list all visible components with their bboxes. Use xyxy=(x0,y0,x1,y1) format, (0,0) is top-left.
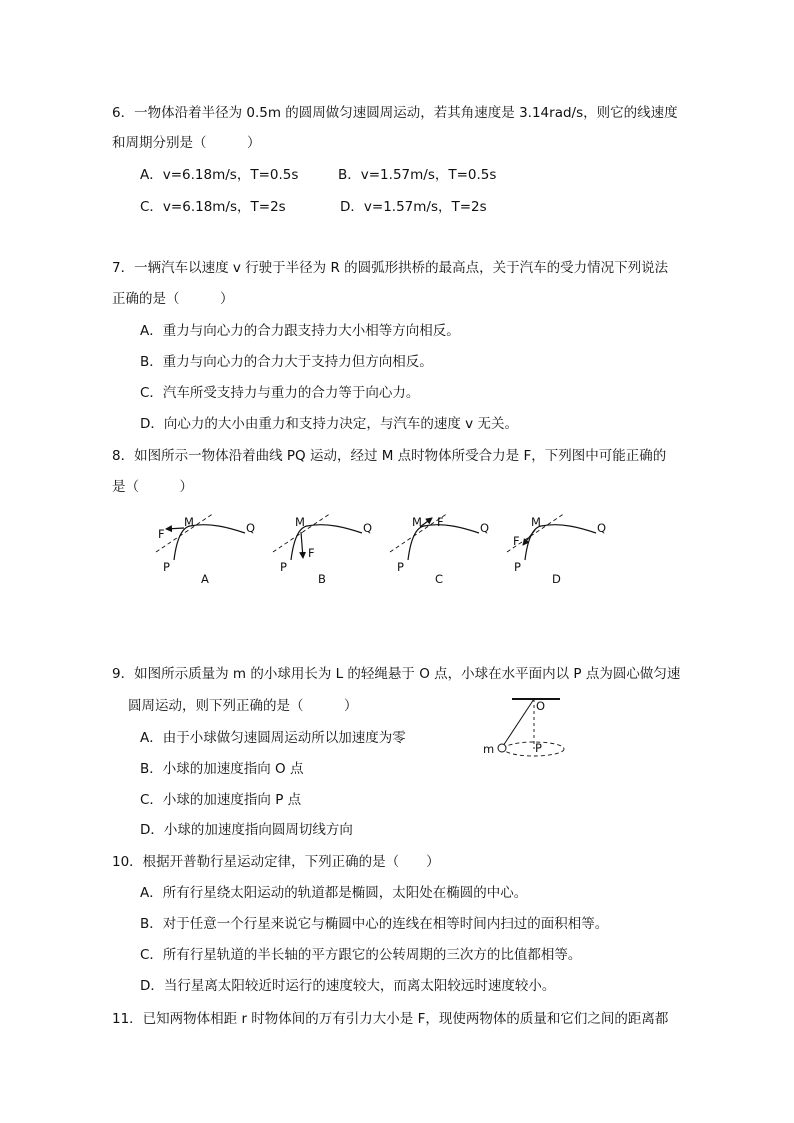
q8-figure-c xyxy=(390,513,489,586)
label-q: Q xyxy=(363,521,373,535)
curve-pq xyxy=(174,525,245,560)
q9-stem-line1: 9．如图所示质量为 m 的小球用长为 L 的轻绳悬于 O 点，小球在水平面内以 P 点为圆心做匀速 xyxy=(112,666,681,682)
q9-pendulum-figure xyxy=(478,692,578,764)
q10-option-d: D．当行星离太阳较近时运行的速度较大，而离太阳较远时速度较小。 xyxy=(140,978,556,994)
q8-stem-line2: 是（ ） xyxy=(112,479,193,495)
label-m: M xyxy=(295,515,305,529)
force-arrow xyxy=(301,532,303,558)
q7-option-b: B．重力与向心力的合力大于支持力但方向相反。 xyxy=(140,354,433,370)
curve-pq xyxy=(408,525,479,560)
q8-figures xyxy=(150,508,620,590)
q6-option-b: B．v=1.57m/s，T=0.5s xyxy=(338,167,497,183)
choice-label-d: D xyxy=(552,572,561,586)
label-m: m xyxy=(483,742,495,756)
force-arrow xyxy=(523,530,535,545)
label-q: Q xyxy=(597,521,607,535)
q6-option-c: C．v=6.18m/s，T=2s xyxy=(140,199,286,215)
choice-label-c: C xyxy=(435,572,444,586)
q7-option-c: C．汽车所受支持力与重力的合力等于向心力。 xyxy=(140,385,420,401)
label-o: O xyxy=(536,699,546,713)
label-f: F xyxy=(437,515,444,529)
q9-stem-line2: 圆周运动，则下列正确的是（ ） xyxy=(128,698,358,714)
label-p: P xyxy=(163,560,170,574)
force-arrow xyxy=(166,528,184,529)
q10-option-b: B．对于任意一个行星来说它与椭圆中心的连线在相等时间内扫过的面积相等。 xyxy=(140,916,609,932)
q6-option-a: A．v=6.18m/s，T=0.5s xyxy=(140,167,299,183)
choice-label-b: B xyxy=(318,572,326,586)
q9-option-a: A．由于小球做匀速圆周运动所以加速度为零 xyxy=(140,730,406,746)
q9-option-b: B．小球的加速度指向 O 点 xyxy=(140,761,304,777)
q9-option-c: C．小球的加速度指向 P 点 xyxy=(140,792,302,808)
choice-label-a: A xyxy=(201,572,209,586)
label-p: P xyxy=(514,560,521,574)
label-q: Q xyxy=(246,521,256,535)
q7-stem-line1: 7．一辆汽车以速度 v 行驶于半径为 R 的圆弧形拱桥的最高点，关于汽车的受力情况下列说法 xyxy=(112,260,669,276)
label-m: M xyxy=(531,515,541,529)
q6-stem-line2: 和周期分别是（ ） xyxy=(112,135,261,151)
label-p: P xyxy=(535,741,542,755)
label-f: F xyxy=(158,527,165,541)
q8-figure-d xyxy=(507,513,606,586)
q7-stem-line2: 正确的是（ ） xyxy=(112,291,234,307)
string xyxy=(503,699,534,746)
q10-stem: 10．根据开普勒行星运动定律，下列正确的是（ ） xyxy=(112,854,440,870)
q7-option-a: A．重力与向心力的合力跟支持力大小相等方向相反。 xyxy=(140,323,460,339)
q11-stem-line1: 11．已知两物体相距 r 时物体间的万有引力大小是 F，现使两物体的质量和它们之间的距离都 xyxy=(112,1011,669,1027)
curve-pq xyxy=(525,525,596,560)
label-q: Q xyxy=(480,521,490,535)
label-p: P xyxy=(280,560,287,574)
q10-option-c: C．所有行星轨道的半长轴的平方跟它的公转周期的三次方的比值都相等。 xyxy=(140,947,582,963)
ball xyxy=(498,744,506,752)
q8-figure-a xyxy=(156,513,255,586)
q9-option-d: D．小球的加速度指向圆周切线方向 xyxy=(140,822,353,838)
q7-option-d: D．向心力的大小由重力和支持力决定，与汽车的速度 v 无关。 xyxy=(140,416,518,432)
q6-option-d: D．v=1.57m/s，T=2s xyxy=(340,199,487,215)
label-m: M xyxy=(184,515,194,529)
q8-figure-b xyxy=(273,513,372,586)
label-m: M xyxy=(412,515,422,529)
label-f: F xyxy=(513,534,520,548)
label-f: F xyxy=(308,546,315,560)
label-p: P xyxy=(397,560,404,574)
q8-stem-line1: 8．如图所示一物体沿着曲线 PQ 运动，经过 M 点时物体所受合力是 F，下列图中可能正确的 xyxy=(112,448,667,464)
q6-stem-line1: 6．一物体沿着半径为 0.5m 的圆周做匀速圆周运动，若其角速度是 3.14rad/s，则它的线速度 xyxy=(112,105,678,121)
q10-option-a: A．所有行星绕太阳运动的轨道都是椭圆，太阳处在椭圆的中心。 xyxy=(140,885,528,901)
